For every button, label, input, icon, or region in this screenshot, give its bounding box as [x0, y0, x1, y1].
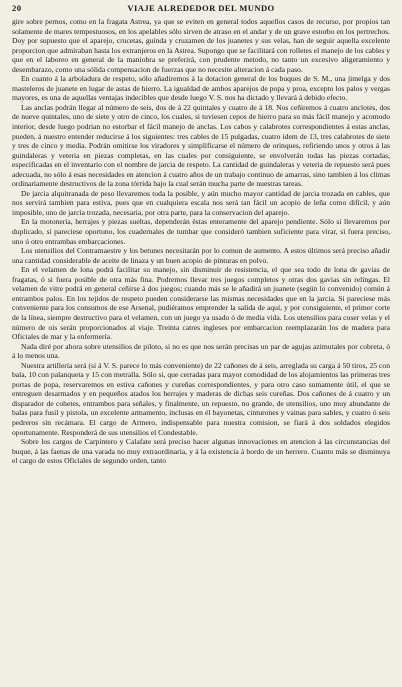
page-number: 20	[12, 3, 22, 13]
document-body	[12, 17, 390, 466]
paragraph-5: En la motonería, herrajes y piezas sueltas, dependerán éstas enteramente del aparejo pendiente. Sólo si llevaremos por duplicado, si pareciese oportuno, los cuadernales de tumbar que consideró tambien suficiente para virar, si fuera preciso, uno ú otro entrambas embarcaciones.	[12, 217, 390, 246]
paragraph-8: Nada diré por ahora sobre utensilios de piloto, si no es que nos serán precisas un par de agujas azimutales por cobreta, ó á lo menos una.	[12, 341, 390, 361]
paragraph-9: Nuestra artillería será (si á V. S. parece lo más conveniente) de 22 cañones de á seis, arreglada su carga á 50 tiros, 25 con bala, 10 con palanqueta y 15 con metralla. Sólo si, que cerradas para mayor comodidad de los alojamientos las primeras tres portas de popa, reservaremos en estiva cañones y cureñas correspondientes, y para otro caso sumamente útil, el que se entreguen desarmados y en pequeños atados los herrajes y maderas de dichas seis cureñas. Dos cañones de á cuatro y un disparador de cohetes, entrambos para señales, y finalmente, un repuesto, no grande, de utensilios, uno muy abundante de balas para fusil y pistola, un excelente armamento, inclusas en él bayonetas, cinturones y vainas para sables, y cuatro ó seis pedreros sin recámara. El cargo de Armero, indispensable para nuestra comision, se fiará á dos soldados elegidos oportunamente. Responderá de sus utensilios el Condestable.	[12, 360, 390, 437]
page-header	[12, 3, 390, 15]
paragraph-7: En el velamen de lona podrá facilitar su manejo, sin disminuir de resistencia, el que sea todo de lona de gavias de fragatas, ó si fuera posible de otra más fina. Podremos llevar tres juegos completos y otras dos gavias sin relingas. El velamen de vitre podrá en general ceñirse á dos juegos; cuando más se le añadirá un juanete (según lo convenido) común á entrambos palos. En los tejidos de respeto pueden considerarse las mismas necesidades que en la jarcia. Si pareciese más conveniente para los consumos de ese Arsenal, pudiéramos emprender la salida de aquí, y por consiguiente, el primer corte de la línea, siempre destructivo para el velamen, con un juego ya usado ó de media vida. Los utensilios para coser velas y el número de ois serán proporcionados al viaje. Treinta catres ingleses por embarcacion reemplazarán los de madera para Oficiales de mar y la enfermería.	[12, 265, 390, 342]
paragraph-6: Los utensilios del Contramaestre y los betunes necesitarán por lo comun de aumento. A estos últimos será preciso añadir una cantidad considerable de aceite de linaza y un buen acopio de pinturas en polvo.	[12, 246, 390, 265]
paragraph-2: En cuanto á la arboladura de respeto, sólo añadiremos á la dotacion general de los buques de S. M., una jimelga y dos masteleros de juanete en lugar de astas de hierro. La igualdad de ambos aparejos de popa y proa, excepto los palos y vergas mayores, es una de aquellas ventajas indecibles que desde luego V. S. nos ha dictado y llevará á debido efecto.	[12, 74, 390, 103]
paragraph-4: De jarcia alquitranada de peso llevaremos toda la posible, y aún mucho mayor cantidad de jarcia trozada en cables, que nos servirá tambien para estiva, pues que en cualquiera escala nos será tan fácil un acopio de leña como difícil, y aún imposible, uno de jarcia trozada, necesaria, por otra parte, para la conservacion del aparejo.	[12, 188, 390, 217]
running-title: VIAJE ALREDEDOR DEL MUNDO	[127, 3, 275, 13]
paragraph-3: Las anclas podrán llegar al número de seis, dos de á 22 quintales y cuatro de á 18. Nos ceñiremos á cuatro anclotes, dos de nueve quintales, uno de siete y otro de cinco, los cuales, si tuviesen cepos de hierro para su más fácil manejo y acomodo interior, desde luego podrian no estorbar el fácil manejo de anclas. Los cabos y calabrotes correspondientes á estas anclas, pueden, á nuestro entender reducirse á los siguientes: tres cables de 15 pulgadas, cuatro idem de 13, tres calabrotes de siete y tres de cinco y media. Podrán omitirse los viradores y simplificarse el número de orinques, refiriendo unos y otros á las guindaleras y veteria en piezas completas, en las cuales por consiguiente, se envolverán todas las piezas cortadas, especificadas en el inventario con el nombre de jarcia de respeto. La cantidad de guindaleras y veteria de repuesto será pues adecuada, no sólo á esas necesidades en atencion á cuatro años de un trabajo continuo de amarras, sino tambien á los climas ordinariamente destructivos de la zona tórrida bajo la cual serán mucha parte de nuestras tareas.	[12, 102, 390, 189]
paragraph-10: Sobre los cargos de Carpintero y Calafate será preciso hacer algunas innovaciones en atencion á las circunstancias del buque, á las faenas de una varada no muy extraordinaria, y á la existencia á bordo de un herrero. Cuanto más se disminuya el cargo de estos Oficiales de segundo orden, tanto	[12, 437, 390, 466]
paragraph-1: gire sobre pernos, como en la fragata Astrea, ya que se eviten en general todos aquellos casos de recurso, por propios tan solamente de mares tempestuosos, en los apelables sólo sirven de atraso en el andar y de un grave estorbo en los pertrechos. Doy por supuesto que el aparejo, crucetas, guinda y cruzamen de los juanetes y sus velas, han de seguir aquella excelente proporcion que admiraban hasta los extranjeros en la Astrea. Supongo que se facilitará con rolletes el manejo de los cables y que en el laboreo en general de la maniobra se preferirá, con prudente metodo, no tanto un excesivo aligeramiento y desembarazo, como una sólida compensacion de fuerzas que no necesite alteracion á cada paso.	[12, 17, 390, 74]
